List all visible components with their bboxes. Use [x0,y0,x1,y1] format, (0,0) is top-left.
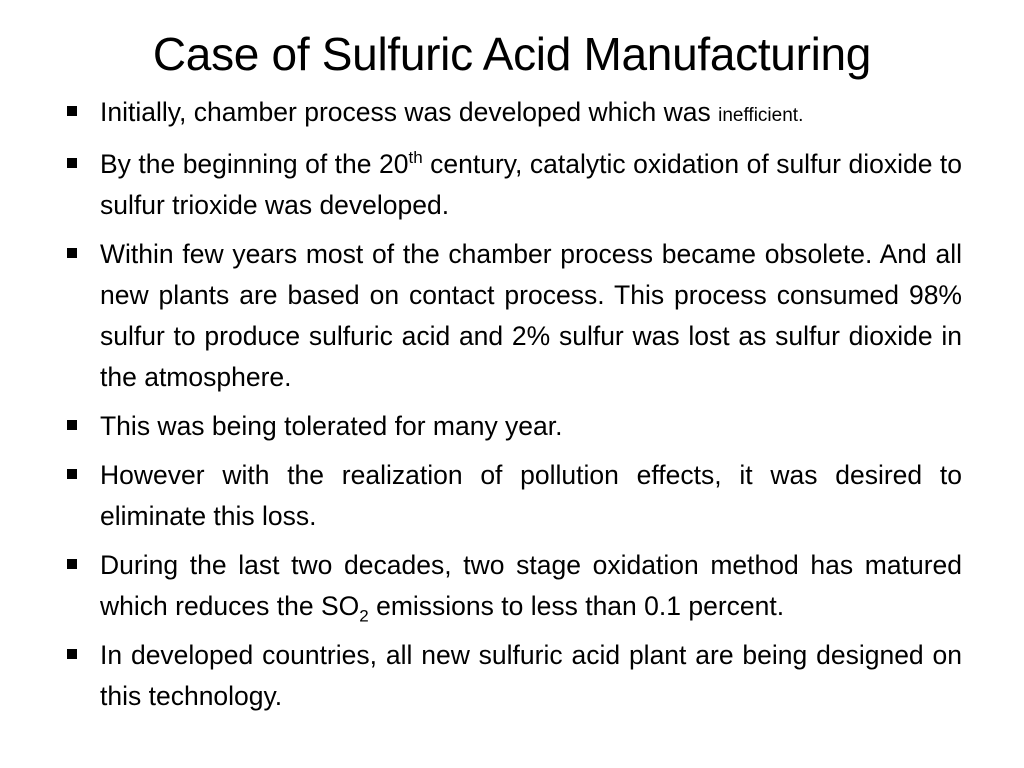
square-bullet-icon [67,469,77,479]
bullet-text: Initially, chamber process was developed which was [100,97,719,127]
slide-title: Case of Sulfuric Acid Manufacturing [152,28,872,80]
bullet-item-6 [64,545,962,627]
square-bullet-icon [67,106,77,116]
square-bullet-icon [67,559,77,569]
bullet-text: In developed countries, all new sulfuric acid plant are being designed on this technology. [100,640,962,711]
bullet-text-continued: century, catalytic oxidation of sulfur dioxide to sulfur trioxide was developed. [100,149,963,220]
square-bullet-icon [67,158,77,168]
bullet-text: This was being tolerated for many year. [100,411,563,441]
bullet-text-continued: emissions to less than 0.1 percent. [368,591,785,621]
subscript-text: 2 [359,606,369,626]
bullet-item-2 [64,144,962,226]
superscript-text: th [408,148,423,168]
bullet-item-5 [64,455,962,537]
square-bullet-icon [67,420,77,430]
bullet-item-3 [64,234,962,398]
bullet-text: However with the realization of pollution effects, it was desired to eliminate this loss. [100,460,962,531]
bullet-item-4 [64,406,962,447]
square-bullet-icon [67,649,77,659]
bullet-item-1 [64,92,962,136]
bullet-item-7 [64,635,962,717]
bullet-text-small: inefficient. [718,105,804,126]
square-bullet-icon [67,248,77,258]
bullet-text: During the last two decades, two stage oxidation method has matured which reduces the SO [100,550,962,621]
bullet-text: By the beginning of the 20 [100,149,409,179]
bullet-list [64,92,962,725]
bullet-text: Within few years most of the chamber process became obsolete. And all new plants are based on contact process. This process consumed 98% sulfur to produce sulfuric acid and 2% sulfur was lost as sulfur dioxide in the atmosphere. [100,239,962,392]
